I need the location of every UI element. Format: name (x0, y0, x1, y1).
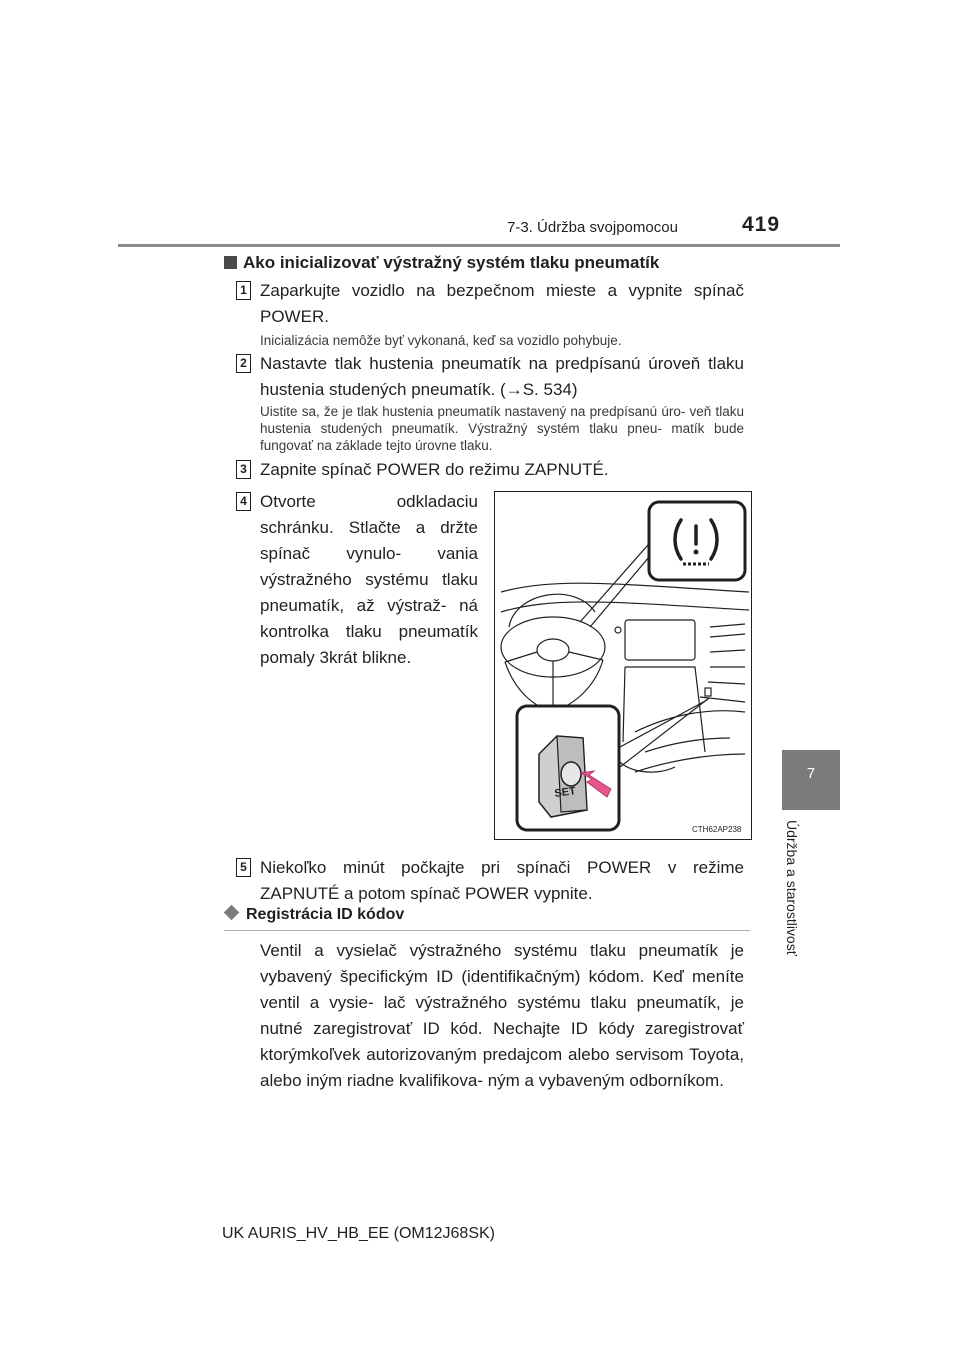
step-number-3: 3 (236, 460, 251, 479)
section-heading (224, 253, 659, 273)
section-heading-text: Ako inicializovať výstražný systém tlaku pneumatík (243, 253, 660, 272)
dashboard-drawing (495, 492, 751, 839)
set-switch-label: SET (553, 785, 577, 800)
step-2-note: Uistite sa, že je tlak hustenia pneumatík nastavený na predpísanú úro- veň tlaku hustenia studených pneumatík. Výstražný systém tlaku pneu- matík bude fungovať na základe tejto úrovne tlaku. (260, 404, 744, 453)
step-2-text: Nastavte tlak hustenia pneumatík na predpísanú úroveň tlaku hustenia studených pneumatík. (→S. 534) (260, 354, 744, 399)
step-number-2: 2 (236, 354, 251, 373)
step-number-5: 5 (236, 858, 251, 877)
step-1-note: Inicializácia nemôže byť vykonaná, keď sa vozidlo pohybuje. (260, 333, 622, 348)
subsection-divider (224, 930, 750, 931)
step-1-text: Zaparkujte vozidlo na bezpečnom mieste a vypnite spínač POWER. (260, 281, 744, 326)
chapter-label: Údržba a starostlivosť (784, 820, 800, 956)
subsection-heading (224, 906, 404, 924)
step-5-text: Niekoľko minút počkajte pri spínači POWER v režime ZAPNUTÉ a potom spínač POWER vypnite. (260, 858, 744, 903)
header-section-title: 7-3. Údržba svojpomocou (507, 219, 678, 236)
page-number: 419 (742, 213, 781, 236)
subsection-heading-text: Registrácia ID kódov (246, 906, 405, 923)
step-4-text: Otvorte odkladaciu schránku. Stlačte a držte spínač vynulo- vania výstražného systému tlaku pneumatík, až výstraž- ná kontrolka tlaku pneumatík pomaly 3krát blikne. (260, 492, 478, 667)
header-divider (118, 244, 840, 247)
subsection-body: Ventil a vysielač výstražného systému tlaku pneumatík je vybavený špecifickým ID (identifikačným) kódom. Keď meníte ventil a vysie- lač výstražného systému tlaku pneumatík, je nutné zaregistrovať ID kód. Nechajte ID kódy zaregistrovať ktorýmkoľvek autorizovaným predajcom alebo servisom Toyota, alebo iným riadne kvalifikova- ným a vybaveným odborníkom. (260, 941, 744, 1090)
figure-code: CTH62AP238 (692, 825, 742, 834)
step-number-4: 4 (236, 492, 251, 511)
footer-model-code: UK AURIS_HV_HB_EE (OM12J68SK) (222, 1225, 495, 1242)
dashboard-illustration (494, 491, 752, 840)
step-number-1: 1 (236, 281, 251, 300)
chapter-label-container (768, 820, 828, 980)
diamond-bullet-icon (224, 905, 240, 921)
chapter-number: 7 (806, 765, 816, 782)
square-bullet-icon (224, 256, 237, 269)
step-3-text: Zapnite spínač POWER do režimu ZAPNUTÉ. (260, 460, 609, 479)
